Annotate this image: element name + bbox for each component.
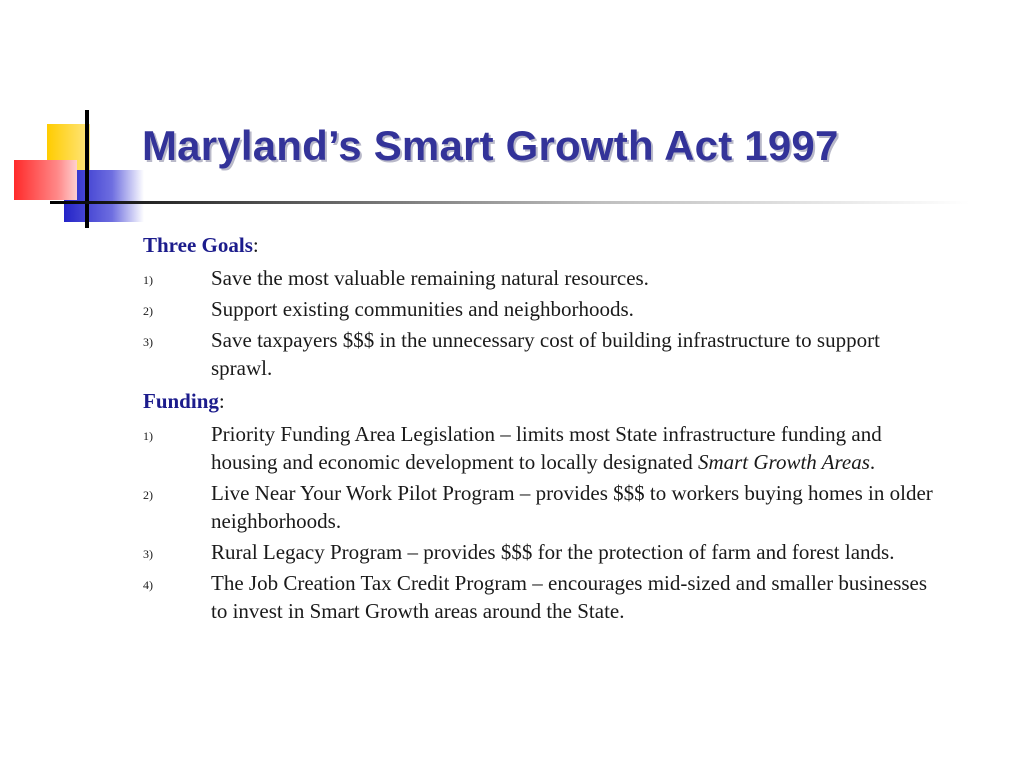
list-text-italic: Smart Growth Areas — [697, 450, 870, 474]
list-number: 2) — [143, 304, 153, 318]
slide-title: Maryland’s Smart Growth Act 1997 — [142, 122, 839, 169]
list-text-suffix: . — [869, 450, 876, 474]
list-item — [143, 264, 943, 292]
list-text: Support existing communities and neighborhoods. — [211, 297, 634, 321]
list-number: 3) — [143, 335, 153, 349]
list-item — [143, 479, 943, 535]
vertical-line — [85, 110, 89, 228]
list-text: Priority Funding Area Legislation – limits most State infrastructure funding and housing and economic development to locally designated — [211, 422, 882, 474]
list-item — [143, 326, 943, 382]
list-text: Save taxpayers $$$ in the unnecessary cost of building infrastructure to support sprawl. — [211, 328, 880, 380]
list-number: 4) — [143, 578, 153, 592]
list-number: 2) — [143, 488, 153, 502]
list-text: Rural Legacy Program – provides $$$ for the protection of farm and forest lands. — [211, 540, 895, 564]
list-item — [143, 538, 943, 566]
list-item — [143, 295, 943, 323]
red-square — [14, 160, 77, 200]
list-text: Save the most valuable remaining natural resources. — [211, 266, 649, 290]
corner-decoration — [0, 0, 150, 240]
list-text: Live Near Your Work Pilot Program – provides $$$ to workers buying homes in older neighborhoods. — [211, 481, 933, 533]
list-number: 1) — [143, 429, 153, 443]
title-underline — [50, 201, 970, 204]
list-text: The Job Creation Tax Credit Program – encourages mid-sized and smaller businesses to invest in Smart Growth areas around the State. — [211, 571, 928, 623]
list-item — [143, 569, 943, 625]
section-heading-goals: Three Goals: — [143, 233, 259, 257]
section-heading-funding: Funding: — [143, 389, 225, 413]
list-number: 3) — [143, 547, 153, 561]
slide-body — [143, 229, 943, 628]
list-number: 1) — [143, 273, 153, 287]
list-item — [143, 420, 943, 476]
